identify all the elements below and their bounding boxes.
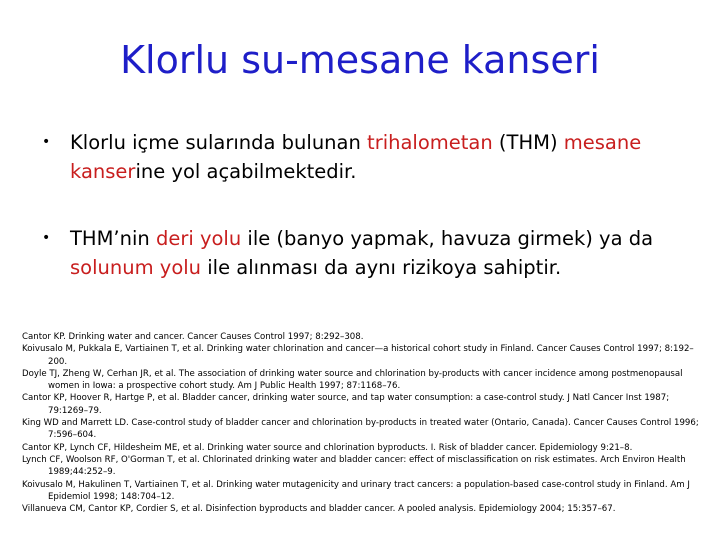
bullet-text-segment: ile (banyo yapmak, havuza girmek) ya da (241, 227, 654, 250)
highlight-deri-yolu: deri yolu (155, 227, 242, 250)
bullet-text-segment: ile alınması da aynı rizikoya sahiptir. (201, 256, 562, 279)
bullet-text-segment: ine yol açabilmektedir. (135, 160, 357, 183)
highlight-solunum-yolu: solunum yolu (70, 256, 202, 279)
bullet-item-thm-bladder-cancer (42, 128, 702, 186)
reference-item: Cantor KP, Lynch CF, Hildesheim ME, et al. Drinking water source and chlorination byproducts. I. Risk of bladder cancer. Epidemiology 9:21–8. (22, 442, 633, 453)
reference-item: Villanueva CM, Cantor KP, Cordier S, et al. Disinfection byproducts and bladder cancer. A pooled analysis. Epidemiology 2004; 15:357–67. (22, 504, 616, 515)
reference-item: Cantor KP, Hoover R, Hartge P, et al. Bladder cancer, drinking water source, and tap water consumption: a case-control study. J Natl Cancer Inst 1987; 79:1269–79. (22, 393, 670, 416)
bullet-icon: • (42, 230, 51, 246)
highlight-trihalometan: trihalometan (367, 131, 493, 154)
bullet-item-exposure-routes (42, 224, 702, 282)
bullet-list (42, 128, 702, 320)
highlight-mesane-kanser: mesane kanser (70, 131, 642, 183)
reference-item: King WD and Marrett LD. Case-control study of bladder cancer and chlorination by-products in treated water (Ontario, Canada). Cancer Causes Control 1996; 7:596–604. (22, 418, 699, 441)
reference-item: Koivusalo M, Hakulinen T, Vartiainen T, et al. Drinking water mutagenicity and urinary tract cancers: a population-based case-control study in Finland. Am J Epidemiol 1998; 148:704–12. (22, 479, 690, 502)
reference-item: Koivusalo M, Pukkala E, Vartiainen T, et al. Drinking water chlorination and cancer—a historical cohort study in Finland. Cancer Causes Control 1997; 8:192–200. (22, 344, 694, 367)
bullet-text-segment: THM’nin (70, 227, 156, 250)
bullet-text-segment: (THM) (492, 131, 564, 154)
reference-item: Doyle TJ, Zheng W, Cerhan JR, et al. The association of drinking water source and chlorination by-products with cancer incidence among postmenopausal women in Iowa: a prospective cohort study. Am J Public Health 1997; 87:1168–76. (22, 368, 683, 392)
reference-item: Lynch CF, Woolson RF, O'Gorman T, et al. Chlorinated drinking water and bladder cancer: effect of misclassification on risk estimates. Arch Environ Health 1989;44:252–9. (22, 454, 686, 478)
slide-title: Klorlu su-mesane kanseri (120, 38, 600, 82)
bullet-icon: • (42, 134, 51, 150)
reference-item: Cantor KP. Drinking water and cancer. Cancer Causes Control 1997; 8:292–308. (22, 332, 364, 342)
reference-list (22, 331, 702, 515)
bullet-text-segment: Klorlu içme sularında bulunan (70, 131, 368, 154)
